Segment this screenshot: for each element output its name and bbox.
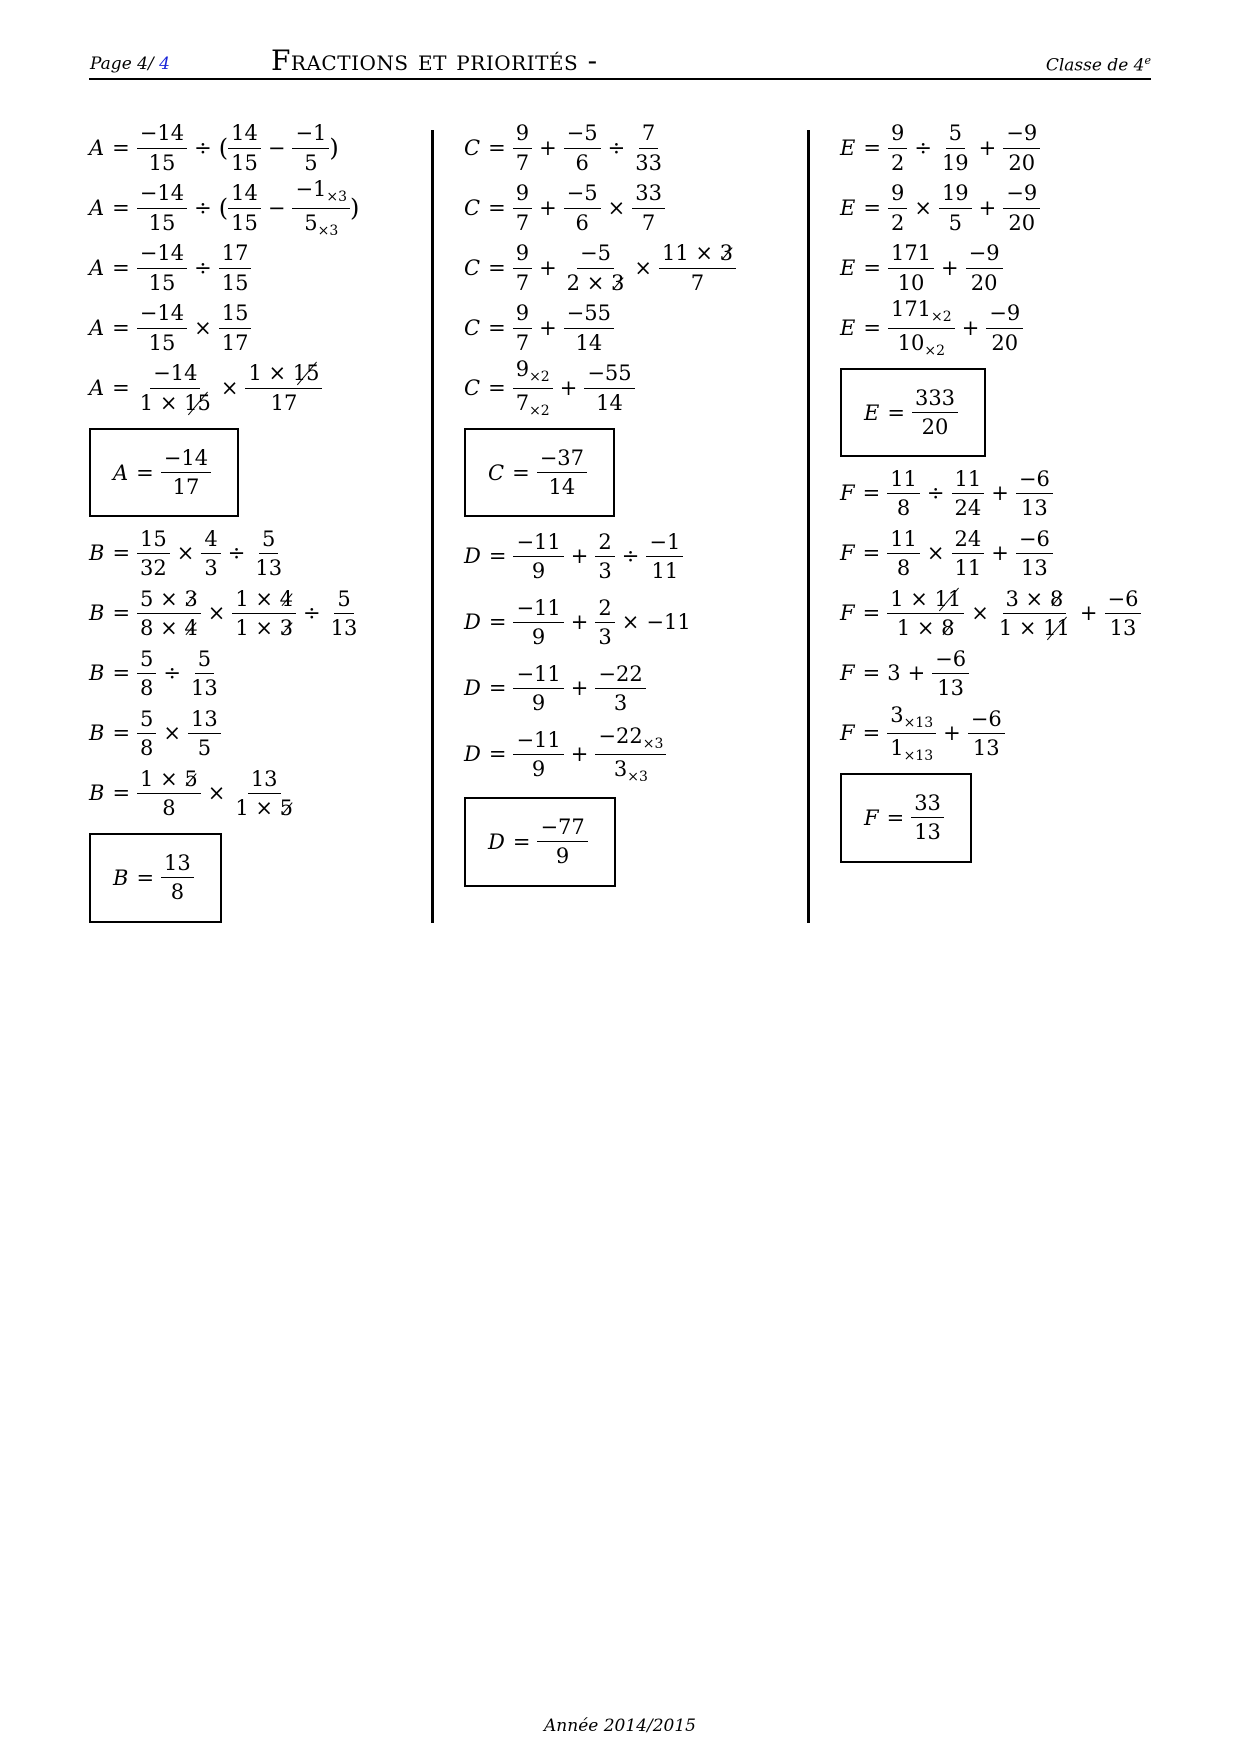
- column-left: [89, 122, 409, 933]
- equation-step: C = $\frac{9_{\times 2}}{7_{\times 2}}$ + $\frac{-55}{14}$: [464, 362, 794, 414]
- equation-step: F = $\frac{3_{\times 13}}{1_{\times 13}}$ + $\frac{-6}{13}$: [840, 707, 1180, 759]
- document-title: Fractions et priorités -: [271, 44, 598, 77]
- equation-step: C = $\frac{9}{7}$ + $\frac{-5}{6}$ ÷ $\frac{7}{33}$: [464, 121, 662, 175]
- result-box-c: C = $\frac{-37}{14}$: [464, 428, 615, 517]
- page-total-link[interactable]: 4: [159, 54, 170, 74]
- page-header: [89, 44, 1151, 80]
- page-footer: Année 2014/2015: [544, 1716, 696, 1736]
- equation-step: A = $\frac{-14}{15}$ ÷ $\frac{17}{15}$: [89, 242, 409, 294]
- equation-step: E = $\frac{171}{10}$ + $\frac{-9}{20}$: [840, 242, 1180, 294]
- equation-step: E = $\frac{9}{2}$ ÷ $\frac{5}{19}$ + $\frac{-9}{20}$: [840, 122, 1180, 174]
- result-box-f: F = $\frac{33}{13}$: [840, 773, 972, 862]
- equation-step: C = $\frac{9}{7}$ + $\frac{-5}{6}$ × $\frac{33}{7}$: [464, 182, 794, 234]
- equation-step: B = $\frac{5}{8}$ ÷ $\frac{5}{13}$: [89, 646, 218, 700]
- equation-step: A = $\frac{-14}{15}$ × $\frac{15}{17}$: [89, 302, 409, 354]
- result-box-e: E = $\frac{333}{20}$: [840, 368, 986, 457]
- column-separator: [807, 130, 810, 923]
- equation-step: A = $\frac{-14}{15}$ ÷ ( $\frac{14}{15}$ − $\frac{-1}{5}$ ): [89, 121, 339, 175]
- equation-step: C = $\frac{9}{7}$ + $\frac{-55}{14}$: [464, 302, 794, 354]
- result-box-b: B = $\frac{13}{8}$: [89, 833, 222, 922]
- equation-step: B = $\frac{1 \times 5}{8}$ × $\frac{13}{1 \times 5}$: [89, 766, 294, 820]
- column-separator: [431, 130, 434, 923]
- equation-step: F = $\frac{11}{8}$ ÷ $\frac{11}{24}$ + $\frac{-6}{13}$: [840, 467, 1180, 519]
- equation-step: E = $\frac{171_{\times 2}}{10_{\times 2}}$ + $\frac{-9}{20}$: [840, 302, 1180, 354]
- equation-step: C = $\frac{9}{7}$ + $\frac{-5}{2 \times 3}$ × $\frac{11 \times 3}{7}$: [464, 242, 794, 294]
- equation-step: E = $\frac{9}{2}$ × $\frac{19}{5}$ + $\frac{-9}{20}$: [840, 182, 1180, 234]
- column-right: [840, 122, 1180, 873]
- equation-step: D = $\frac{-11}{9}$ + $\frac{2}{3}$ ÷ $\frac{-1}{11}$: [464, 527, 794, 585]
- page-number: Page 4/ 4: [90, 54, 170, 74]
- equation-step: A = $\frac{-14}{15}$ ÷ ( $\frac{14}{15}$ − $\frac{-1_{\times 3}}{5_{\times 3}}$ ): [89, 177, 360, 239]
- equation-step: B = $\frac{5 \times 3}{8 \times 4}$ × $\frac{1 \times 4}{1 \times 3}$ ÷ $\frac{5}{13}$: [89, 586, 358, 640]
- equation-step: D = $\frac{-11}{9}$ + $\frac{-22}{3}$: [464, 659, 794, 717]
- equation-step: B = $\frac{5}{8}$ × $\frac{13}{5}$: [89, 707, 409, 759]
- equation-step: A = $\frac{-14}{1 \times 15}$ × $\frac{1 \times 15}{17}$: [89, 362, 409, 414]
- equation-step: F = $\frac{11}{8}$ × $\frac{24}{11}$ + $\frac{-6}{13}$: [840, 527, 1180, 579]
- equation-step: B = $\frac{15}{32}$ × $\frac{4}{3}$ ÷ $\frac{5}{13}$: [89, 526, 283, 580]
- equation-step: D = $\frac{-11}{9}$ + $\frac{-22_{\times 3}}{3_{\times 3}}$: [464, 725, 794, 783]
- column-middle: [464, 122, 794, 897]
- class-label: Classe de 4e: [1045, 54, 1151, 76]
- result-box-d: D = $\frac{-77}{9}$: [464, 797, 616, 886]
- result-box-a: A = $\frac{-14}{17}$: [89, 428, 239, 517]
- equation-step: F = $\frac{1 \times 11}{1 \times 8}$ × $\frac{3 \times 8}{1 \times 11}$ + $\frac{-6}{13}$: [840, 587, 1180, 639]
- equation-step: D = $\frac{-11}{9}$ + $\frac{2}{3}$ × −11: [464, 595, 691, 649]
- equation-step: F = 3 + $\frac{-6}{13}$: [840, 647, 1180, 699]
